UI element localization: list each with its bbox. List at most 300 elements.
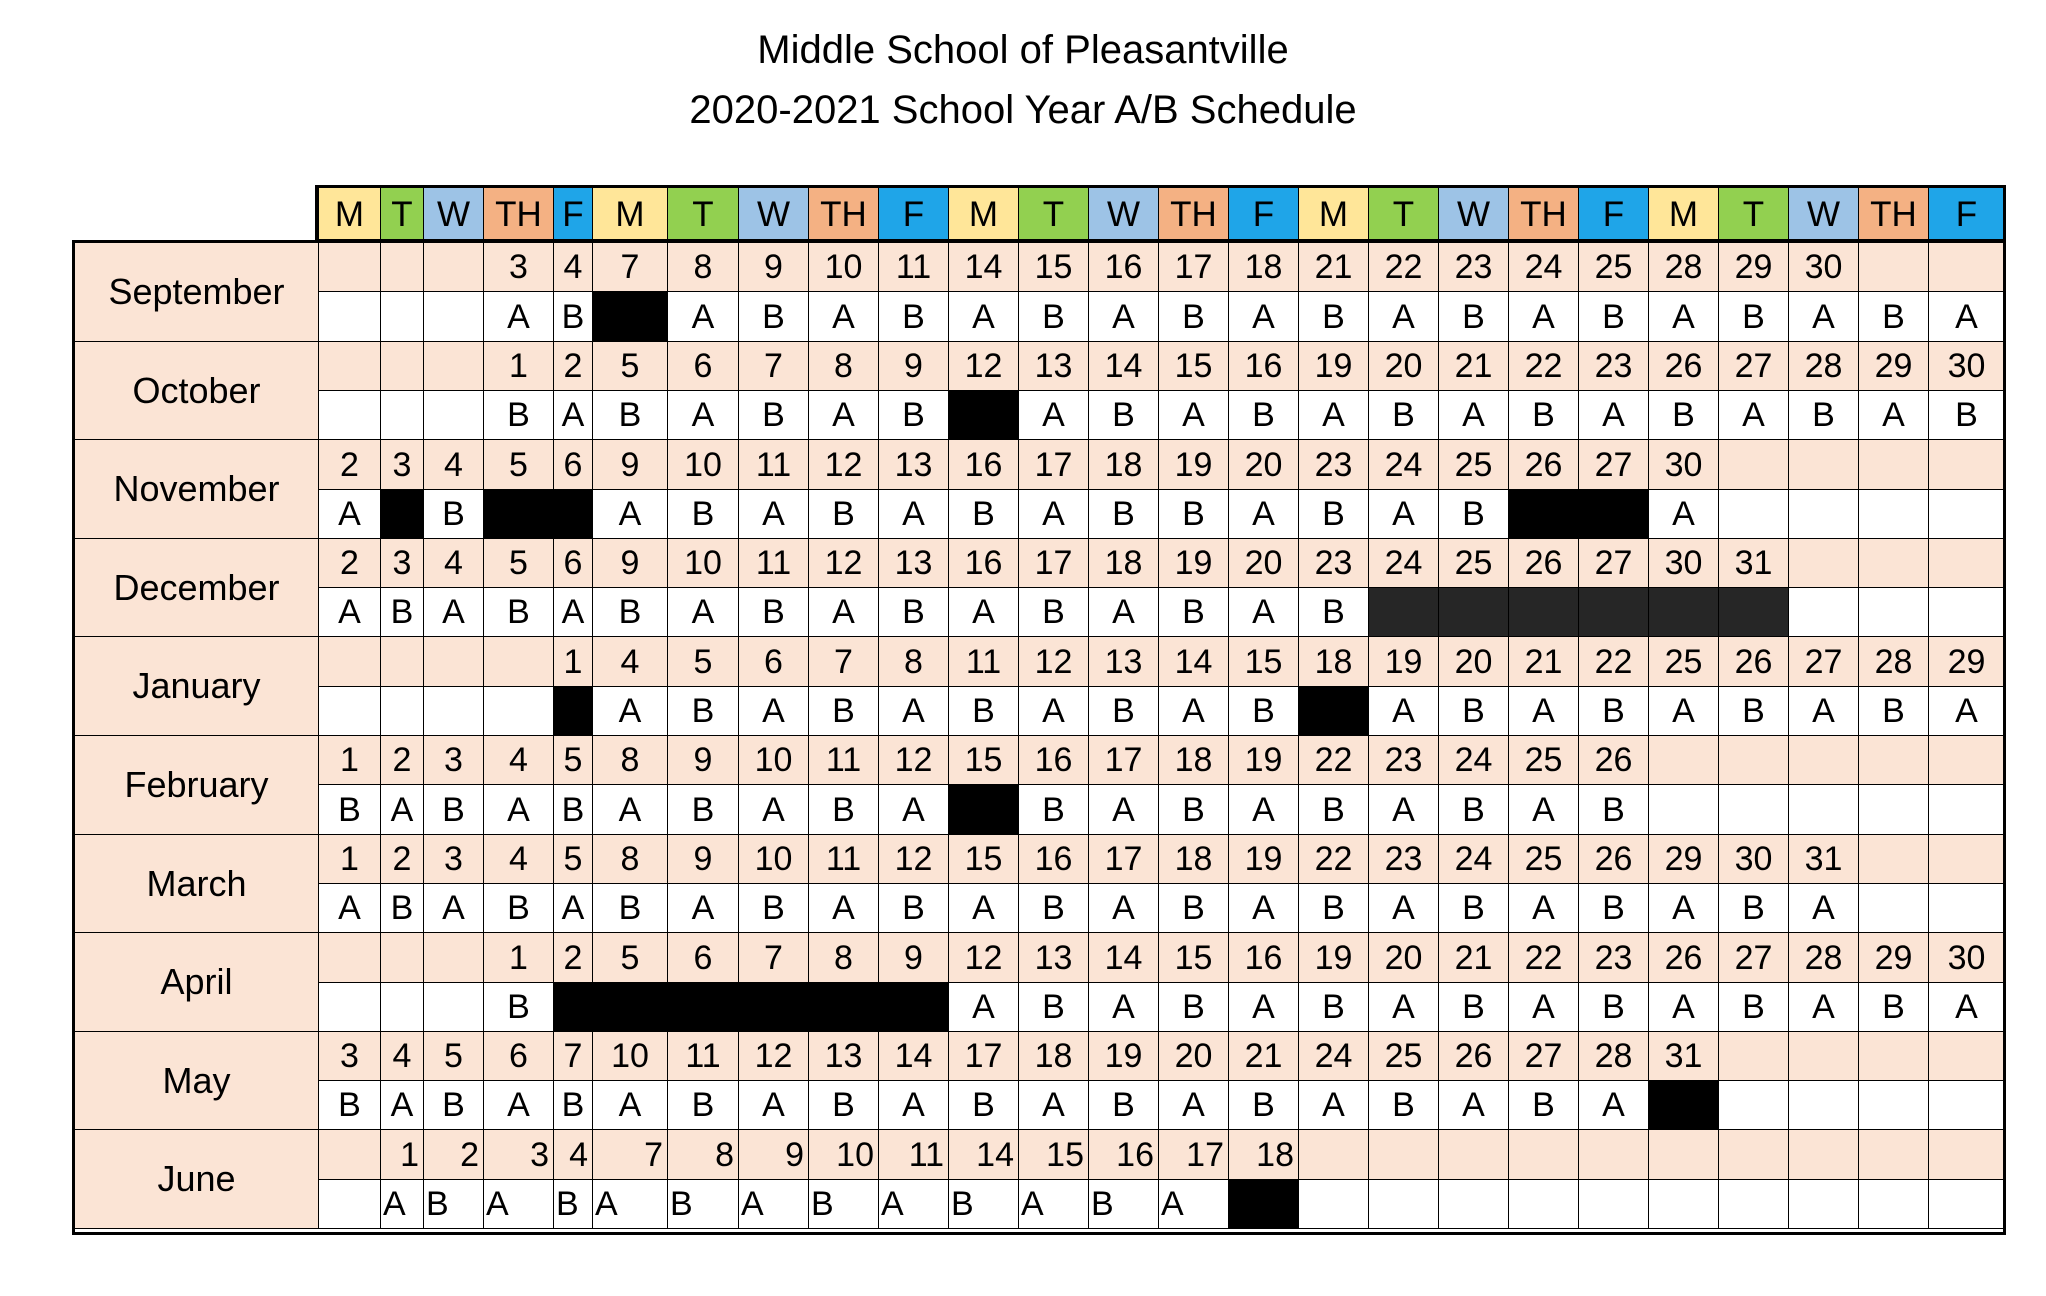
ab-day-cell: A	[483, 784, 554, 835]
ab-day-cell: A	[948, 587, 1019, 637]
date-cell: 19	[1228, 834, 1299, 884]
ab-day-cell: A	[318, 489, 381, 539]
ab-day-cell: A	[1158, 1080, 1229, 1130]
ab-day-cell: A	[1508, 784, 1579, 835]
date-cell: 26	[1438, 1031, 1509, 1081]
ab-day-cell: B	[1088, 686, 1159, 736]
date-cell: 16	[1088, 242, 1159, 292]
date-cell: 22	[1298, 834, 1369, 884]
date-cell	[1718, 439, 1789, 490]
ab-day-cell	[1928, 1080, 2005, 1130]
ab-day-cell: A	[1298, 1080, 1369, 1130]
date-cell: 14	[1158, 636, 1229, 687]
no-school-cell	[553, 686, 593, 736]
date-cell: 12	[1018, 636, 1089, 687]
date-cell: 5	[592, 932, 668, 983]
date-cell: 10	[592, 1031, 668, 1081]
date-cell: 7	[592, 242, 668, 292]
date-cell: 7	[592, 1129, 668, 1180]
ab-day-cell	[1718, 784, 1789, 835]
date-cell	[423, 341, 484, 391]
date-cell: 10	[667, 439, 739, 490]
date-cell: 5	[483, 538, 554, 588]
ab-day-cell: B	[878, 291, 949, 342]
ab-day-cell: B	[1088, 489, 1159, 539]
date-cell: 25	[1508, 735, 1579, 785]
date-cell	[318, 636, 381, 687]
ab-day-cell: A	[1158, 1179, 1229, 1229]
ab-day-cell: B	[1158, 784, 1229, 835]
date-cell: 14	[1088, 341, 1159, 391]
date-cell: 18	[1088, 538, 1159, 588]
page-subtitle: 2020-2021 School Year A/B Schedule	[689, 88, 1357, 132]
ab-day-cell	[1858, 784, 1929, 835]
ab-day-cell: A	[553, 883, 593, 933]
ab-day-cell: A	[667, 390, 739, 440]
month-label: May	[74, 1031, 319, 1130]
ab-day-cell: B	[380, 587, 424, 637]
no-school-cell	[380, 489, 424, 539]
date-cell: 8	[808, 932, 879, 983]
date-cell: 5	[553, 834, 593, 884]
date-cell: 21	[1508, 636, 1579, 687]
ab-day-cell: B	[1228, 1080, 1299, 1130]
date-cell: 9	[738, 1129, 809, 1180]
ab-day-cell: A	[1788, 883, 1859, 933]
date-cell	[1298, 1129, 1369, 1180]
date-cell	[1438, 1129, 1509, 1180]
ab-day-cell: A	[1438, 390, 1509, 440]
date-cell: 20	[1438, 636, 1509, 687]
ab-day-cell: B	[1718, 982, 1789, 1032]
date-cell: 11	[667, 1031, 739, 1081]
date-cell	[1788, 735, 1859, 785]
date-cell: 3	[318, 1031, 381, 1081]
date-cell: 12	[878, 834, 949, 884]
date-cell: 16	[948, 538, 1019, 588]
ab-day-cell: B	[1368, 1080, 1439, 1130]
ab-day-cell	[1788, 784, 1859, 835]
weekday-header: M	[948, 187, 1019, 241]
date-cell: 11	[878, 1129, 949, 1180]
date-cell: 13	[1018, 932, 1089, 983]
date-cell	[1788, 1031, 1859, 1081]
date-cell: 9	[667, 735, 739, 785]
date-cell: 16	[1228, 932, 1299, 983]
date-cell: 25	[1438, 538, 1509, 588]
date-cell: 10	[808, 242, 879, 292]
date-cell: 12	[808, 538, 879, 588]
ab-day-cell: A	[380, 1080, 424, 1130]
date-cell: 15	[1158, 341, 1229, 391]
no-school-cell	[1648, 1080, 1719, 1130]
ab-day-cell: B	[1228, 686, 1299, 736]
ab-day-cell: A	[1788, 686, 1859, 736]
ab-day-cell: A	[1368, 982, 1439, 1032]
weekday-header: TH	[808, 187, 879, 241]
date-cell: 1	[553, 636, 593, 687]
date-cell: 17	[1088, 834, 1159, 884]
date-cell: 23	[1368, 735, 1439, 785]
date-cell: 10	[738, 735, 809, 785]
date-cell: 22	[1298, 735, 1369, 785]
date-cell: 26	[1648, 932, 1719, 983]
date-cell: 11	[878, 242, 949, 292]
ab-day-cell: B	[878, 883, 949, 933]
no-school-cell	[738, 982, 809, 1032]
date-cell: 4	[553, 242, 593, 292]
ab-day-cell: A	[738, 686, 809, 736]
ab-day-cell: B	[1578, 291, 1649, 342]
ab-day-cell: A	[1368, 489, 1439, 539]
date-cell: 19	[1158, 439, 1229, 490]
weekday-header: M	[318, 187, 381, 241]
ab-day-cell: A	[1228, 291, 1299, 342]
ab-day-cell: A	[1648, 291, 1719, 342]
date-cell: 5	[667, 636, 739, 687]
date-cell: 10	[738, 834, 809, 884]
date-cell	[1858, 1031, 1929, 1081]
date-cell: 23	[1368, 834, 1439, 884]
date-cell: 17	[948, 1031, 1019, 1081]
ab-day-cell: B	[808, 686, 879, 736]
ab-day-cell: A	[878, 686, 949, 736]
date-cell: 27	[1508, 1031, 1579, 1081]
date-cell: 18	[1088, 439, 1159, 490]
ab-day-cell: B	[667, 784, 739, 835]
date-cell: 19	[1298, 932, 1369, 983]
date-cell: 6	[738, 636, 809, 687]
weekday-header: M	[592, 187, 668, 241]
date-cell: 9	[878, 932, 949, 983]
ab-day-cell: A	[1858, 390, 1929, 440]
date-cell: 14	[948, 242, 1019, 292]
weekday-header: F	[1578, 187, 1649, 241]
weekday-header: F	[1928, 187, 2005, 241]
date-cell: 21	[1438, 341, 1509, 391]
date-cell	[1788, 439, 1859, 490]
date-cell: 7	[738, 341, 809, 391]
date-cell: 10	[667, 538, 739, 588]
ab-day-cell: B	[1578, 982, 1649, 1032]
date-cell: 29	[1718, 242, 1789, 292]
date-cell: 13	[878, 439, 949, 490]
ab-day-cell: B	[483, 883, 554, 933]
date-cell	[318, 341, 381, 391]
ab-day-cell: B	[1298, 784, 1369, 835]
ab-day-cell: A	[380, 1179, 424, 1229]
date-cell: 30	[1648, 538, 1719, 588]
weekday-header: TH	[483, 187, 554, 241]
ab-day-cell: A	[738, 784, 809, 835]
date-cell: 11	[738, 538, 809, 588]
date-cell: 30	[1648, 439, 1719, 490]
date-cell	[423, 932, 484, 983]
date-cell: 17	[1018, 538, 1089, 588]
weekday-header: W	[1088, 187, 1159, 241]
ab-day-cell	[380, 686, 424, 736]
date-cell: 23	[1578, 341, 1649, 391]
ab-day-cell: B	[1508, 1080, 1579, 1130]
date-cell	[380, 636, 424, 687]
date-cell: 10	[808, 1129, 879, 1180]
winter-break-cell	[1648, 587, 1719, 637]
ab-day-cell: A	[483, 1179, 554, 1229]
ab-day-cell	[1858, 1179, 1929, 1229]
date-cell	[1368, 1129, 1439, 1180]
ab-day-cell: B	[667, 489, 739, 539]
ab-day-cell	[1718, 1179, 1789, 1229]
date-cell: 22	[1578, 636, 1649, 687]
ab-day-cell: A	[1648, 883, 1719, 933]
date-cell: 11	[808, 834, 879, 884]
ab-day-cell: B	[808, 784, 879, 835]
date-cell: 26	[1508, 538, 1579, 588]
winter-break-cell	[1718, 587, 1789, 637]
date-cell: 13	[1018, 341, 1089, 391]
ab-day-cell: A	[1508, 883, 1579, 933]
ab-day-cell: B	[1858, 291, 1929, 342]
ab-day-cell: A	[592, 489, 668, 539]
ab-day-cell: A	[1368, 784, 1439, 835]
no-school-cell	[667, 982, 739, 1032]
ab-day-cell: A	[948, 982, 1019, 1032]
ab-day-cell: A	[1648, 489, 1719, 539]
date-cell: 27	[1578, 439, 1649, 490]
date-cell	[423, 242, 484, 292]
date-cell: 11	[808, 735, 879, 785]
date-cell	[1858, 1129, 1929, 1180]
date-cell	[1578, 1129, 1649, 1180]
ab-day-cell: B	[1298, 489, 1369, 539]
ab-day-cell: A	[1788, 291, 1859, 342]
date-cell: 3	[483, 1129, 554, 1180]
ab-day-cell: A	[1928, 291, 2005, 342]
ab-day-cell: A	[1508, 982, 1579, 1032]
ab-day-cell	[1368, 1179, 1439, 1229]
date-cell: 14	[1088, 932, 1159, 983]
ab-day-cell: A	[1228, 587, 1299, 637]
date-cell: 4	[423, 538, 484, 588]
ab-day-cell: B	[1718, 883, 1789, 933]
date-cell	[380, 242, 424, 292]
ab-day-cell: B	[553, 291, 593, 342]
date-cell: 5	[423, 1031, 484, 1081]
ab-day-cell	[1858, 883, 1929, 933]
ab-day-cell: B	[808, 1080, 879, 1130]
ab-day-cell: A	[423, 883, 484, 933]
ab-day-cell: A	[667, 587, 739, 637]
ab-day-cell: B	[1088, 390, 1159, 440]
date-cell: 15	[1228, 636, 1299, 687]
ab-day-cell: A	[808, 291, 879, 342]
weekday-header: T	[380, 187, 424, 241]
date-cell: 27	[1718, 341, 1789, 391]
ab-day-cell	[423, 686, 484, 736]
ab-day-cell	[1718, 489, 1789, 539]
no-school-cell	[1228, 1179, 1299, 1229]
date-cell: 25	[1508, 834, 1579, 884]
date-cell: 4	[423, 439, 484, 490]
date-cell: 21	[1298, 242, 1369, 292]
ab-day-cell: A	[878, 1080, 949, 1130]
date-cell: 27	[1578, 538, 1649, 588]
date-cell: 2	[318, 538, 381, 588]
date-cell: 1	[318, 735, 381, 785]
date-cell	[1718, 1129, 1789, 1180]
date-cell: 3	[423, 834, 484, 884]
no-school-cell	[592, 291, 668, 342]
ab-day-cell	[318, 390, 381, 440]
ab-day-cell: B	[423, 784, 484, 835]
winter-break-cell	[1508, 587, 1579, 637]
date-cell	[1648, 735, 1719, 785]
date-cell: 19	[1088, 1031, 1159, 1081]
ab-day-cell: B	[738, 390, 809, 440]
ab-day-cell: A	[667, 291, 739, 342]
date-cell: 12	[948, 932, 1019, 983]
date-cell: 17	[1088, 735, 1159, 785]
date-cell: 30	[1928, 932, 2005, 983]
date-cell: 7	[738, 932, 809, 983]
ab-day-cell: A	[1928, 982, 2005, 1032]
date-cell: 24	[1438, 735, 1509, 785]
ab-day-cell: A	[1508, 291, 1579, 342]
month-label: June	[74, 1129, 319, 1229]
ab-day-cell: B	[948, 686, 1019, 736]
ab-day-cell: A	[878, 784, 949, 835]
ab-day-cell: A	[592, 686, 668, 736]
date-cell: 22	[1508, 932, 1579, 983]
date-cell: 28	[1648, 242, 1719, 292]
date-cell: 8	[808, 341, 879, 391]
ab-day-cell: B	[1718, 291, 1789, 342]
ab-day-cell: A	[1088, 883, 1159, 933]
date-cell: 18	[1228, 242, 1299, 292]
ab-day-cell: B	[318, 1080, 381, 1130]
date-cell: 2	[380, 834, 424, 884]
ab-day-cell: B	[1578, 784, 1649, 835]
ab-day-cell: A	[553, 390, 593, 440]
ab-day-cell: B	[1438, 982, 1509, 1032]
ab-day-cell: A	[1018, 489, 1089, 539]
no-school-cell	[1508, 489, 1579, 539]
date-cell	[318, 932, 381, 983]
ab-day-cell: B	[1158, 982, 1229, 1032]
ab-day-cell: A	[592, 1179, 668, 1229]
weekday-header: W	[423, 187, 484, 241]
date-cell: 26	[1648, 341, 1719, 391]
ab-day-cell: B	[1438, 883, 1509, 933]
date-cell: 9	[878, 341, 949, 391]
ab-day-cell: B	[483, 390, 554, 440]
ab-day-cell: B	[808, 1179, 879, 1229]
date-cell	[318, 1129, 381, 1180]
date-cell: 26	[1578, 735, 1649, 785]
ab-day-cell: A	[592, 784, 668, 835]
no-school-cell	[553, 489, 593, 539]
date-cell: 30	[1928, 341, 2005, 391]
date-cell: 24	[1298, 1031, 1369, 1081]
ab-day-cell: B	[1718, 686, 1789, 736]
ab-day-cell: B	[318, 784, 381, 835]
date-cell: 29	[1858, 341, 1929, 391]
ab-day-cell: A	[592, 1080, 668, 1130]
no-school-cell	[878, 982, 949, 1032]
ab-day-cell: B	[738, 291, 809, 342]
ab-day-cell	[318, 291, 381, 342]
ab-day-cell: B	[1648, 390, 1719, 440]
ab-day-cell	[380, 291, 424, 342]
date-cell: 29	[1648, 834, 1719, 884]
date-cell: 15	[1018, 1129, 1089, 1180]
ab-day-cell: A	[878, 1179, 949, 1229]
ab-day-cell	[423, 982, 484, 1032]
winter-break-cell	[1578, 587, 1649, 637]
ab-day-cell	[318, 982, 381, 1032]
month-label: January	[74, 636, 319, 736]
date-cell	[1858, 439, 1929, 490]
ab-day-cell: A	[1368, 883, 1439, 933]
date-cell: 6	[483, 1031, 554, 1081]
ab-day-cell: B	[808, 489, 879, 539]
ab-day-cell: B	[1438, 784, 1509, 835]
no-school-cell	[483, 489, 554, 539]
weekday-header: T	[1018, 187, 1089, 241]
date-cell: 15	[948, 834, 1019, 884]
page-title: Middle School of Pleasantville	[757, 28, 1289, 72]
ab-day-cell: A	[808, 587, 879, 637]
date-cell: 24	[1438, 834, 1509, 884]
weekday-header: F	[878, 187, 949, 241]
date-cell: 3	[423, 735, 484, 785]
date-cell: 13	[1088, 636, 1159, 687]
ab-day-cell: B	[667, 1179, 739, 1229]
ab-day-cell	[318, 1179, 381, 1229]
date-cell: 30	[1788, 242, 1859, 292]
ab-day-cell: A	[1088, 982, 1159, 1032]
ab-day-cell: A	[1018, 686, 1089, 736]
month-label: December	[74, 538, 319, 637]
ab-day-cell	[1858, 1080, 1929, 1130]
date-cell: 6	[553, 439, 593, 490]
date-cell: 16	[948, 439, 1019, 490]
ab-day-cell: A	[667, 883, 739, 933]
weekday-header: T	[667, 187, 739, 241]
date-cell	[1928, 242, 2005, 292]
ab-day-cell: B	[1298, 982, 1369, 1032]
date-cell: 16	[1088, 1129, 1159, 1180]
date-cell	[1858, 834, 1929, 884]
date-cell	[1858, 538, 1929, 588]
ab-day-cell: A	[423, 587, 484, 637]
date-cell: 23	[1298, 439, 1369, 490]
date-cell: 16	[1228, 341, 1299, 391]
date-cell: 26	[1508, 439, 1579, 490]
ab-day-cell: A	[738, 1179, 809, 1229]
ab-day-cell: B	[423, 489, 484, 539]
date-cell	[423, 636, 484, 687]
ab-day-cell: B	[423, 1080, 484, 1130]
date-cell: 20	[1228, 538, 1299, 588]
date-cell: 16	[1018, 735, 1089, 785]
ab-day-cell: A	[1018, 1179, 1089, 1229]
date-cell: 19	[1158, 538, 1229, 588]
ab-day-cell: A	[483, 291, 554, 342]
date-cell: 24	[1508, 242, 1579, 292]
ab-day-cell	[380, 982, 424, 1032]
date-cell: 8	[592, 834, 668, 884]
